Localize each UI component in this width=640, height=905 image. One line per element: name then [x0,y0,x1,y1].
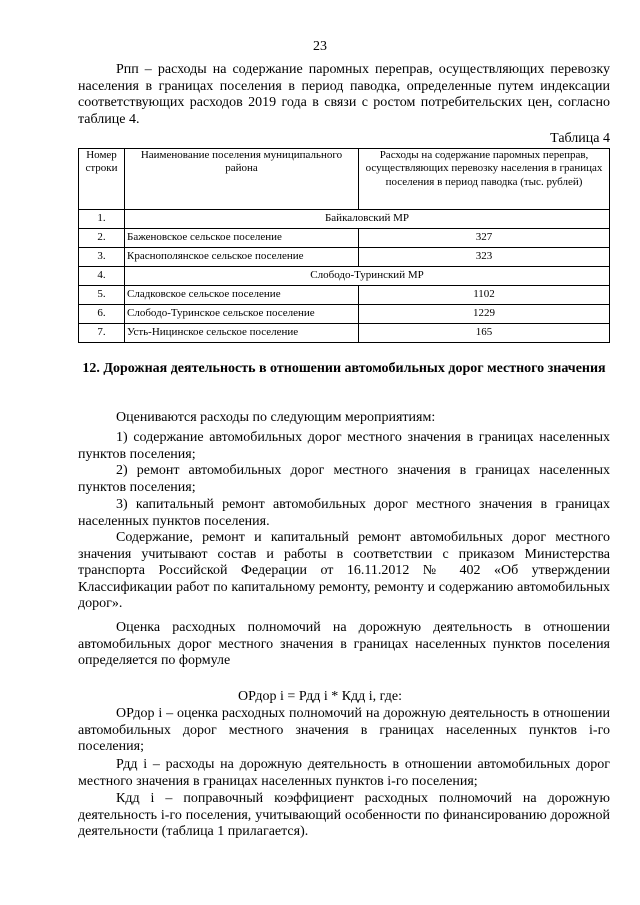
header-expenses: Расходы на содержание паромных переправ, осуществляющих перевозку населения в границах поселения в период паводка (тыс. рублей) [359,149,610,210]
expense-value: 1229 [359,305,610,324]
body-paragraph: 1) содержание автомобильных дорог местного значения в границах населенных пунктов поселения; [78,430,610,462]
definition-paragraph: Рдд i – расходы на дорожную деятельность в отношении автомобильных дорог местного значения в границах населенных пунктов i-го поселения; [78,757,610,789]
group-name: Байкаловский МР [125,210,610,229]
expense-value: 165 [359,324,610,343]
table-row [79,267,610,286]
intro-paragraph: Рпп – расходы на содержание паромных переправ, осуществляющих перевозку населения в границах поселения в период паводка, определенные путем индексации соответствующих расходов 2019 года в связи с ростом потребительских цен, согласно таблице 4. [78,62,610,127]
row-number: 3. [79,248,125,267]
settlement-name: Сладковское сельское поселение [125,286,359,305]
table-row [79,229,610,248]
row-number: 6. [79,305,125,324]
settlement-name: Усть-Ницинское сельское поселение [125,324,359,343]
settlement-name: Краснополянское сельское поселение [125,248,359,267]
row-number: 1. [79,210,125,229]
table-row [79,248,610,267]
body-paragraph: Оцениваются расходы по следующим мероприятиям: [116,410,436,425]
formula: ОРдор i = Рдд i * Кдд i, где: [238,689,402,704]
expense-value: 327 [359,229,610,248]
table-row [79,210,610,229]
body-paragraph: Оценка расходных полномочий на дорожную деятельность в отношении автомобильных дорог местного значения в границах населенных пунктов поселения определяется по формуле [78,620,610,669]
section-heading: 12. Дорожная деятельность в отношении автомобильных дорог местного значения [82,361,606,376]
row-number: 2. [79,229,125,248]
settlement-name: Слободо-Туринское сельское поселение [125,305,359,324]
body-paragraph: Содержание, ремонт и капитальный ремонт автомобильных дорог местного значения учитывают состав и работы в соответствии с приказом Министерства транспорта Российской Федерации от 16.11.2012 № 402 «Об утверждении Классификации работ по капитальному ремонту, ремонту и содержанию автомобильных дорог». [78,530,610,612]
expense-value: 323 [359,248,610,267]
row-number: 4. [79,267,125,286]
body-paragraph: 3) капитальный ремонт автомобильных дорог местного значения в границах населенных пунктов поселения. [78,497,610,529]
row-number: 5. [79,286,125,305]
expense-value: 1102 [359,286,610,305]
table-row [79,324,610,343]
page-number: 23 [313,39,327,54]
definition-paragraph: ОРдор i – оценка расходных полномочий на дорожную деятельность в отношении автомобильных дорог местного значения в границах населенных пунктов i-го поселения; [78,706,610,755]
group-name: Слободо-Туринский МР [125,267,610,286]
definition-paragraph: Кдд i – поправочный коэффициент расходных полномочий на дорожную деятельность i-го поселения, учитывающий особенности по финансированию дорожной деятельности (таблица 1 прилагается). [78,791,610,840]
expenses-table [78,148,610,343]
table-row [79,286,610,305]
header-settlement-name: Наименование поселения муниципального района [125,149,359,210]
row-number: 7. [79,324,125,343]
body-paragraph: 2) ремонт автомобильных дорог местного значения в границах населенных пунктов поселения; [78,463,610,495]
header-row-number: Номер строки [79,149,125,210]
table-row [79,305,610,324]
settlement-name: Баженовское сельское поселение [125,229,359,248]
table-header-row [79,149,610,210]
table-caption: Таблица 4 [550,131,610,146]
